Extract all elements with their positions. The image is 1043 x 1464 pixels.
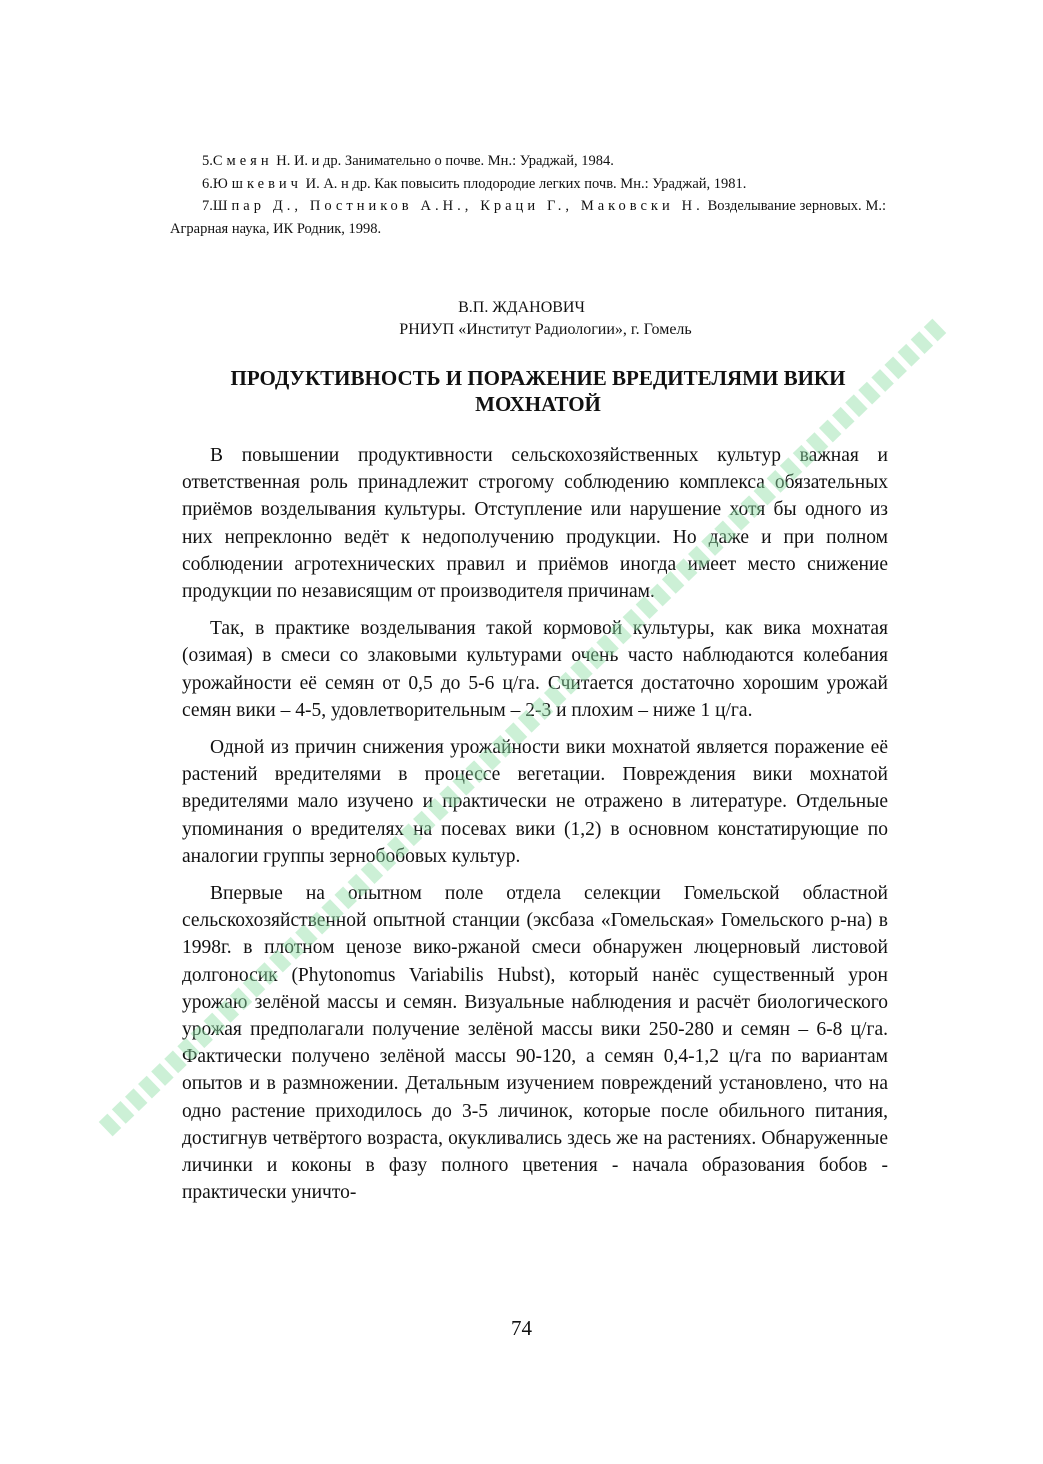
- body-paragraph: Одной из причин снижения урожайности вики мохнатой является поражение её растений вредителями в процессе вегетации. Повреждения вики мохнатой вредителями мало изучено и практически не отражено в литературе. Отдельные упоминания о вредителях на посевах вики (1,2) в основном констатирующие по аналогии группы зернобобовых культур.: [182, 737, 888, 867]
- watermark-block: [125, 1088, 148, 1111]
- author-name: В.П. ЖДАНОВИЧ: [458, 299, 585, 316]
- author-affiliation: РНИУП «Институт Радиологии», г. Гомель: [399, 321, 692, 338]
- body-paragraph: В повышении продуктивности сельскохозяйственных культур важная и ответственная роль принадлежит строгому соблюдению комплекса обязательных приёмов возделывания культуры. Отступление или нарушение хотя бы одного из них непреклонно ведёт к недополучению продукции. Но даже и при полном соблюдении агротехнических правил и приёмов иногда имеет место снижение продукции по независящим от производителя причинам.: [182, 445, 888, 603]
- reference-item: 7.Шпар Д., Постников А.Н., Краци Г., Маковски Н. Возделывание зерновых. М.: Аграрная наука, ИК Родник, 1998.: [170, 198, 886, 237]
- watermark-block: [99, 1114, 122, 1137]
- watermark-block: [112, 1101, 135, 1124]
- watermark-block: [151, 1063, 174, 1086]
- reference-list: [170, 150, 886, 240]
- page-number: 74: [511, 1316, 532, 1340]
- watermark-block: [138, 1076, 161, 1099]
- body-paragraph: Так, в практике возделывания такой кормовой культуры, как вика мохнатая (озимая) в смеси со злаковыми культурами очень часто наблюдаются колебания урожайности её семян от 0,5 до 5-6 ц/га. Считается достаточно хорошим урожай семян вики – 4-5, удовлетворительным – 2-3 и плохим – ниже 1 ц/га.: [182, 618, 888, 721]
- article-body: [182, 442, 888, 1216]
- watermark-block: [898, 344, 921, 367]
- title-line: ПРОДУКТИВНОСТЬ И ПОРАЖЕНИЕ ВРЕДИТЕЛЯМИ ВИКИ: [230, 366, 846, 390]
- article-title: [180, 365, 896, 417]
- body-paragraph: Впервые на опытном поле отдела селекции Гомельской областной сельскохозяйственной опытной станции (эксбаза «Гомельская» Гомельского р-на) в 1998г. в плотном ценозе вико-ржаной смеси обнаружен люцерновый листовой долгоносик (Phytonomus Variabilis Hubst), который нанёс существенный урон урожаю зелёной массы и семян. Визуальные наблюдения и расчёт биологического урожая предполагали получение зелёной массы вики 250-280 и семян – 6-8 ц/га. Фактически получено зелёной массы 90-120, а семян 0,4-1,2 ц/га по вариантам опытов и в размножении. Детальным изучением повреждений установлено, что на одно растение приходилось до 3-5 личинок, которые после обильного питания, достигнув четвёртого возраста, окукливались здесь же на растениях. Обнаруженные личинки и коконы в фазу полного цветения - начала образования бобов - практически уничто-: [182, 883, 888, 1204]
- reference-item: 5.Смеян Н. И. и др. Занимательно о почве. Мн.: Ураджай, 1984.: [202, 153, 614, 169]
- title-line: МОХНАТОЙ: [475, 392, 601, 416]
- watermark-block: [819, 420, 842, 443]
- reference-item: 6.Юшкевич И. А. н др. Как повысить плодородие легких почв. Мн.: Ураджай, 1981.: [202, 175, 747, 192]
